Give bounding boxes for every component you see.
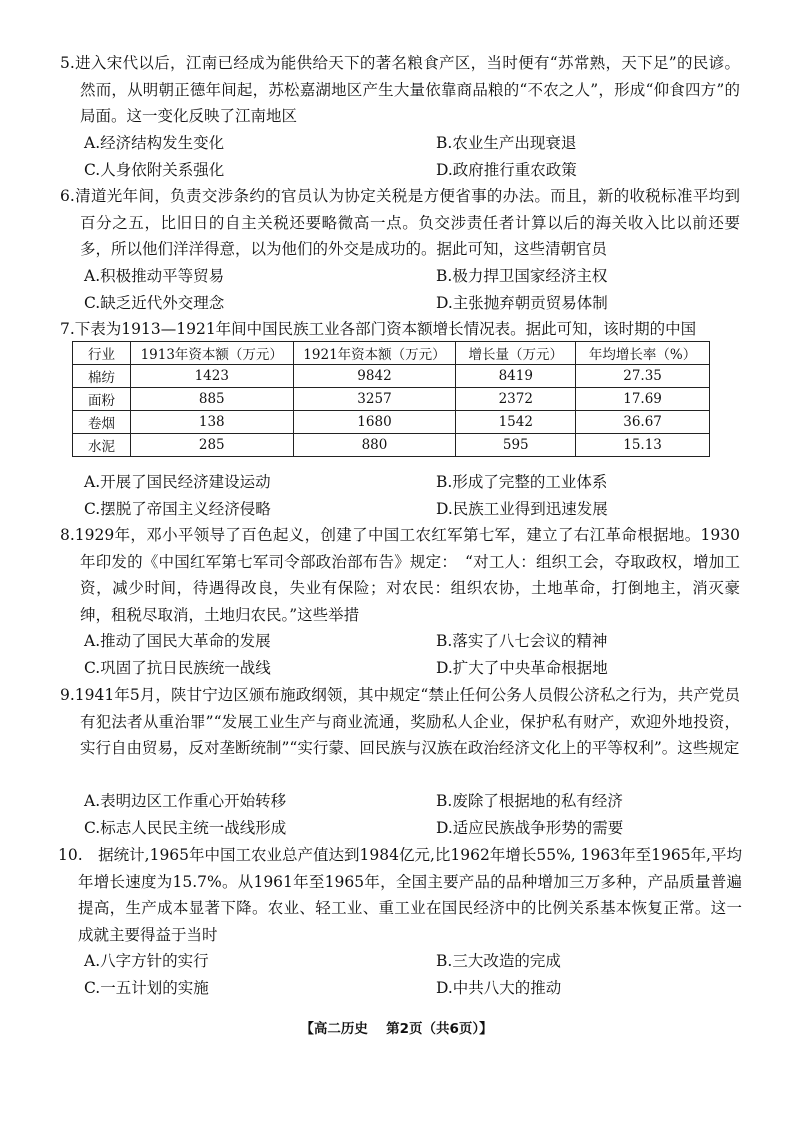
table-cell: 138 xyxy=(130,411,293,434)
question-5-stem: 5.进入宋代以后，江南已经成为能供给天下的著名粮食产区，当时便有“苏常熟，天下足”的民谚。然而，从明朝正德年间起，苏松嘉湖地区产生大量依靠商品粮的“不农之人”，形成“仰食四方”的局面。这一变化反映了江南地区 xyxy=(60,54,740,125)
option-b: B.落实了八七会议的精神 xyxy=(436,632,608,650)
option-c: C.巩固了抗日民族统一战线 xyxy=(84,658,271,677)
table-cell: 880 xyxy=(293,434,456,457)
option-b: B.形成了完整的工业体系 xyxy=(436,473,608,491)
option-d: D.中共八大的推动 xyxy=(436,978,562,997)
option-d: D.政府推行重农政策 xyxy=(436,160,577,179)
table-cell: 885 xyxy=(130,388,293,411)
table-cell: 2372 xyxy=(456,388,576,411)
table-cell: 3257 xyxy=(293,388,456,411)
option-b: B.废除了根据地的私有经济 xyxy=(436,792,623,810)
table-header-cell: 1913年资本额（万元） xyxy=(130,342,293,365)
option-c: C.标志人民民主统一战线形成 xyxy=(84,818,287,837)
table-cell: 棉纺 xyxy=(73,365,131,388)
option-d: D.民族工业得到迅速发展 xyxy=(436,499,608,518)
page-footer: 【高二历史 第2页（共6页）】 xyxy=(300,1021,493,1037)
table-cell: 1680 xyxy=(293,411,456,434)
option-c: C.人身依附关系强化 xyxy=(84,160,225,179)
question-9-options xyxy=(84,788,744,841)
option-d: D.适应民族战争形势的需要 xyxy=(436,818,624,837)
table-cell: 卷烟 xyxy=(73,411,131,434)
table-cell: 15.13 xyxy=(576,434,710,457)
option-b: B.农业生产出现衰退 xyxy=(436,134,577,152)
option-c: C.一五计划的实施 xyxy=(84,978,209,997)
table-cell: 285 xyxy=(130,434,293,457)
table-header-cell: 增长量（万元） xyxy=(456,342,576,365)
table-header-row xyxy=(73,342,710,365)
question-6-stem: 6.清道光年间，负责交涉条约的官员认为协定关税是方便省事的办法。而且，新的收税标准平均到百分之五，比旧日的自主关税还要略微高一点。负交涉责任者计算以后的海关收入比以前还要多，所以他们洋洋得意，以为他们的外交是成功的。据此可知，这些清朝官员 xyxy=(60,187,740,258)
table-cell: 17.69 xyxy=(576,388,710,411)
table-cell: 水泥 xyxy=(73,434,131,457)
table-cell: 1423 xyxy=(130,365,293,388)
table-header-cell: 行业 xyxy=(73,342,131,365)
table-cell: 27.35 xyxy=(576,365,710,388)
question-6-options xyxy=(84,263,744,316)
option-c: C.缺乏近代外交理念 xyxy=(84,293,225,312)
option-d: D.主张抛弃朝贡贸易体制 xyxy=(436,293,608,312)
capital-growth-table xyxy=(72,341,710,457)
question-5-options xyxy=(84,130,744,183)
table-cell: 595 xyxy=(456,434,576,457)
table-cell: 面粉 xyxy=(73,388,131,411)
question-7-stem: 7.下表为1913—1921年间中国民族工业各部门资本额增长情况表。据此可知，该时期的中国 xyxy=(60,320,697,338)
question-8-options xyxy=(84,628,744,681)
option-a: A.表明边区工作重心开始转移 xyxy=(84,792,287,810)
option-a: A.经济结构发生变化 xyxy=(84,134,225,152)
question-8-stem: 8.1929年，邓小平领导了百色起义，创建了中国工农红军第七军，建立了右江革命根据地。1930年印发的《中国红军第七军司令部政治部布告》规定： “对工人：组织工会，夺取政权，增加工资，减少时间，待遇得改良，失业有保险；对农民：组织农协，土地革命，打倒地主，消灭豪绅，租税尽取消，土地归农民。”这些举措 xyxy=(60,526,740,624)
option-b: B.极力捍卫国家经济主权 xyxy=(436,267,608,285)
table-cell: 8419 xyxy=(456,365,576,388)
option-b: B.三大改造的完成 xyxy=(436,952,561,970)
question-7-options xyxy=(84,469,744,522)
option-c: C.摆脱了帝国主义经济侵略 xyxy=(84,499,271,518)
question-10-stem: 10. 据统计,1965年中国工农业总产值达到1984亿元,比1962年增长55%, 1963年至1965年,平均年增长速度为15.7%。从1961年至1965年，全国主要产品的品种增加三万多种，产品质量普遍提高，生产成本显著下降。农业、轻工业、重工业在国民经济中的比例关系基本恢复正常。这一成就主要得益于当时 xyxy=(58,846,742,944)
table-row xyxy=(73,365,710,388)
table-cell: 9842 xyxy=(293,365,456,388)
question-9-stem: 9.1941年5月，陕甘宁边区颁布施政纲领，其中规定“禁止任何公务人员假公济私之行为，共产党员有犯法者从重治罪”“发展工业生产与商业流通，奖励私人企业，保护私有财产，欢迎外地投资，实行自由贸易，反对垄断统制”“实行蒙、回民族与汉族在政治经济文化上的平等权利”。这些规定 xyxy=(60,686,740,757)
table-row xyxy=(73,411,710,434)
option-a: A.推动了国民大革命的发展 xyxy=(84,632,271,650)
option-a: A.八字方针的实行 xyxy=(84,952,209,970)
table-row xyxy=(73,388,710,411)
option-a: A.开展了国民经济建设运动 xyxy=(84,473,271,491)
table-cell: 1542 xyxy=(456,411,576,434)
option-a: A.积极推动平等贸易 xyxy=(84,267,225,285)
table-cell: 36.67 xyxy=(576,411,710,434)
question-10-options xyxy=(84,948,744,1001)
table-row xyxy=(73,434,710,457)
table-header-cell: 1921年资本额（万元） xyxy=(293,342,456,365)
option-d: D.扩大了中央革命根据地 xyxy=(436,658,608,677)
table-header-cell: 年均增长率（%） xyxy=(576,342,710,365)
